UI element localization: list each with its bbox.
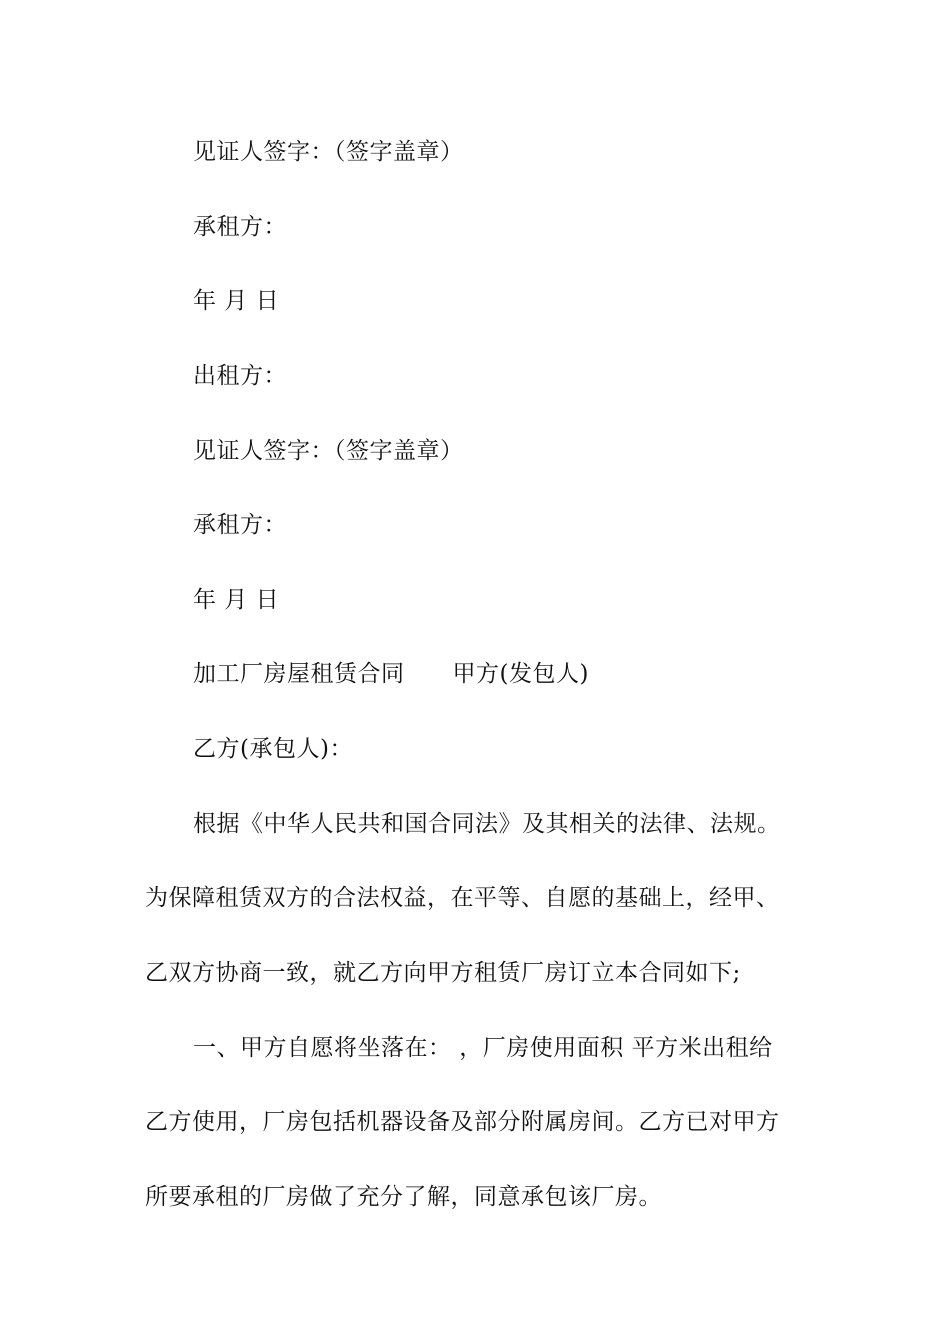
- date-line: 年 月 日: [193, 587, 280, 613]
- witness-signature-line: 见证人签字：（签字盖章）: [193, 438, 464, 464]
- contract-title: 加工厂房屋租赁合同: [193, 661, 405, 687]
- contract-title-line: [193, 659, 589, 689]
- witness-signature-line: 见证人签字：（签字盖章）: [193, 139, 464, 165]
- paragraph-line: 乙双方协商一致，就乙方向甲方租赁厂房订立本合同如下;: [145, 960, 741, 986]
- party-b-label: 乙方(承包人)：: [193, 736, 353, 762]
- lessee-line: 承租方：: [193, 214, 287, 240]
- date-line: 年 月 日: [193, 288, 280, 314]
- paragraph-line: 所要承租的厂房做了充分了解，同意承包该厂房。: [145, 1184, 662, 1210]
- lessee-line: 承租方：: [193, 512, 287, 538]
- paragraph-line: 乙方使用，厂房包括机器设备及部分附属房间。乙方已对甲方: [145, 1109, 780, 1135]
- paragraph-line: 根据《中华人民共和国合同法》及其相关的法律、法规。: [193, 811, 781, 837]
- paragraph-line: 一、甲方自愿将坐落在： ，厂房使用面积 平方米出租给: [193, 1035, 773, 1061]
- party-a-label: 甲方(发包人): [452, 661, 589, 687]
- lessor-line: 出租方：: [193, 363, 287, 389]
- paragraph-line: 为保障租赁双方的合法权益，在平等、自愿的基础上，经甲、: [145, 885, 780, 911]
